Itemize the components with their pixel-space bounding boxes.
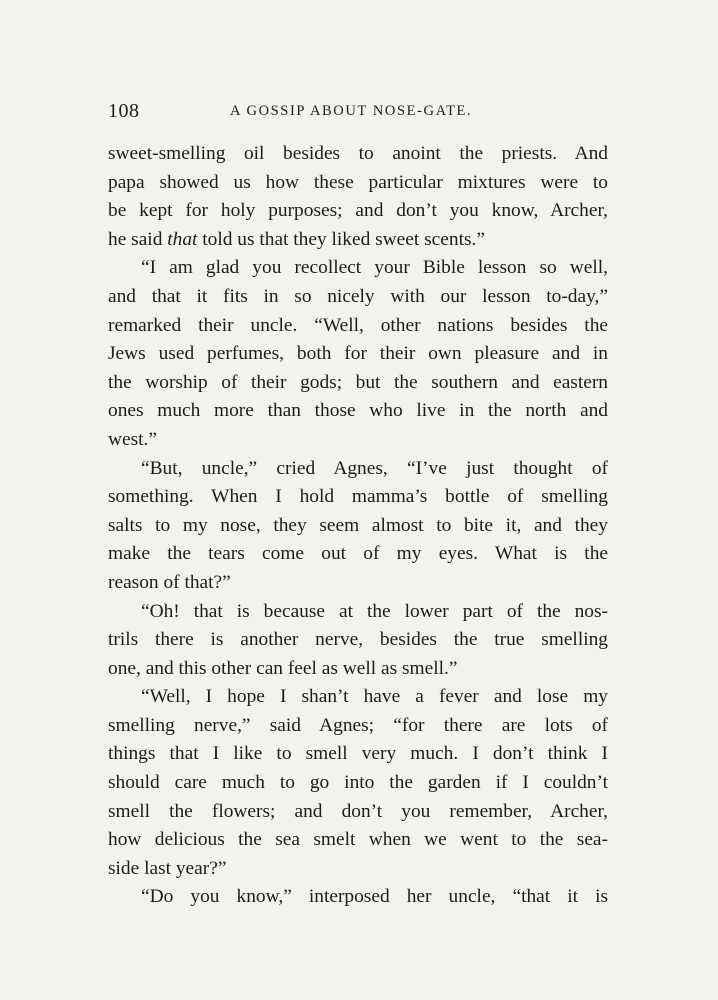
text-line: ones much more than those who live in the north and	[108, 400, 608, 422]
text-line: “Well, I hope I shan’t have a fever and lose my	[141, 686, 608, 708]
text-line: something. When I hold mamma’s bottle of smelling	[108, 486, 608, 508]
body-text	[108, 140, 608, 912]
text-line: one, and this other can feel as well as smell.”	[108, 657, 458, 679]
text-line: papa showed us how these particular mixtures were to	[108, 171, 608, 193]
text-line: “But, uncle,” cried Agnes, “I’ve just thought of	[141, 457, 608, 479]
text-line: Jews used perfumes, both for their own pleasure and in	[108, 343, 608, 365]
text-line: west.”	[108, 428, 157, 450]
text-line: reason of that?”	[108, 571, 231, 593]
text-line: things that I like to smell very much. I don’t think I	[108, 743, 608, 765]
running-head	[108, 100, 608, 124]
text-line: sweet-smelling oil besides to anoint the priests. And	[108, 143, 608, 164]
text-line: remarked their uncle. “Well, other nations besides the	[108, 314, 608, 336]
text-line: be kept for holy purposes; and don’t you know, Archer,	[108, 200, 608, 222]
running-title: A GOSSIP ABOUT NOSE-GATE.	[230, 103, 473, 119]
text-line: he said that told us that they liked sweet scents.”	[108, 228, 485, 250]
text-line: the worship of their gods; but the southern and eastern	[108, 371, 608, 393]
text-line: should care much to go into the garden if I couldn’t	[108, 772, 608, 794]
text-line: how delicious the sea smelt when we went to the sea-	[108, 829, 608, 851]
text-line: make the tears come out of my eyes. What is the	[108, 543, 608, 565]
text-line: “Do you know,” interposed her uncle, “that it is	[141, 886, 608, 908]
text-line: “I am glad you recollect your Bible lesson so well,	[141, 257, 608, 279]
text-line: “Oh! that is because at the lower part of the nos-	[141, 600, 608, 622]
text-line: salts to my nose, they seem almost to bite it, and they	[108, 514, 608, 536]
text-line: side last year?”	[108, 857, 227, 879]
page-number: 108	[108, 100, 140, 122]
text-line: smell the flowers; and don’t you remember, Archer,	[108, 800, 608, 822]
text-line: and that it fits in so nicely with our lesson to-day,”	[108, 285, 608, 307]
text-line: trils there is another nerve, besides the true smelling	[108, 629, 608, 651]
text-line: smelling nerve,” said Agnes; “for there are lots of	[108, 714, 608, 736]
